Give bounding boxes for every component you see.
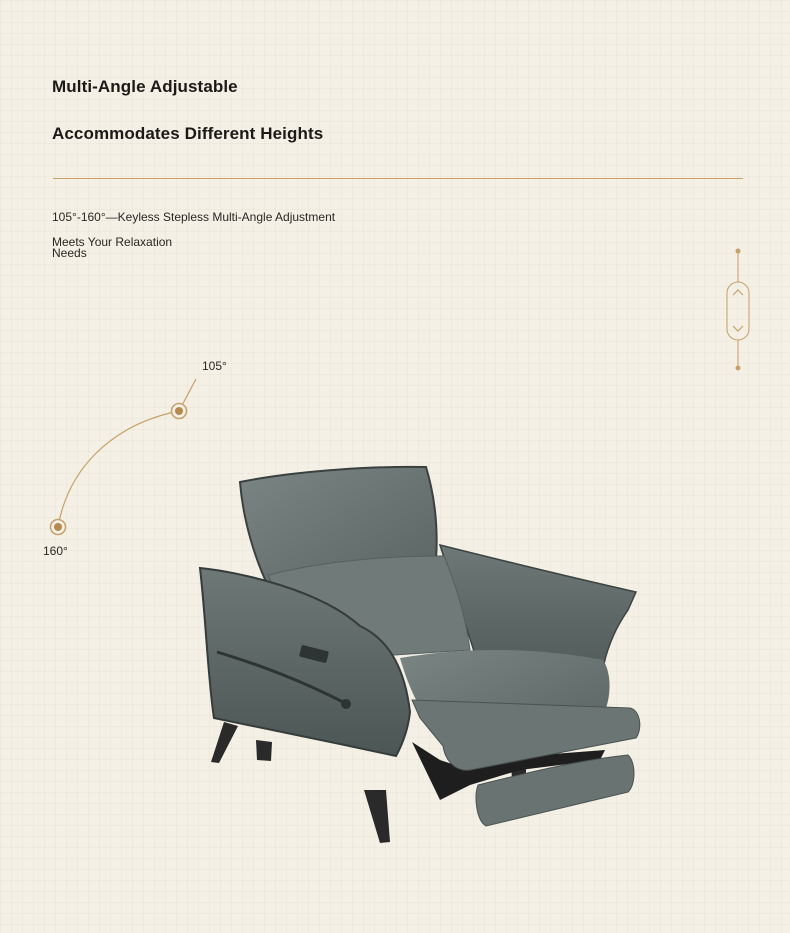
feature-description: Meets Your Relaxation Needs — [52, 235, 173, 260]
heading-heights: Accommodates Different Heights — [52, 124, 324, 143]
angle-label-160: 160° — [43, 544, 68, 558]
heading-multi-angle: Multi-Angle Adjustable — [52, 77, 238, 96]
angle-label-105: 105° — [202, 359, 227, 373]
feature-subtitle: 105°-160°—Keyless Stepless Multi-Angle Adjustment — [52, 210, 336, 224]
